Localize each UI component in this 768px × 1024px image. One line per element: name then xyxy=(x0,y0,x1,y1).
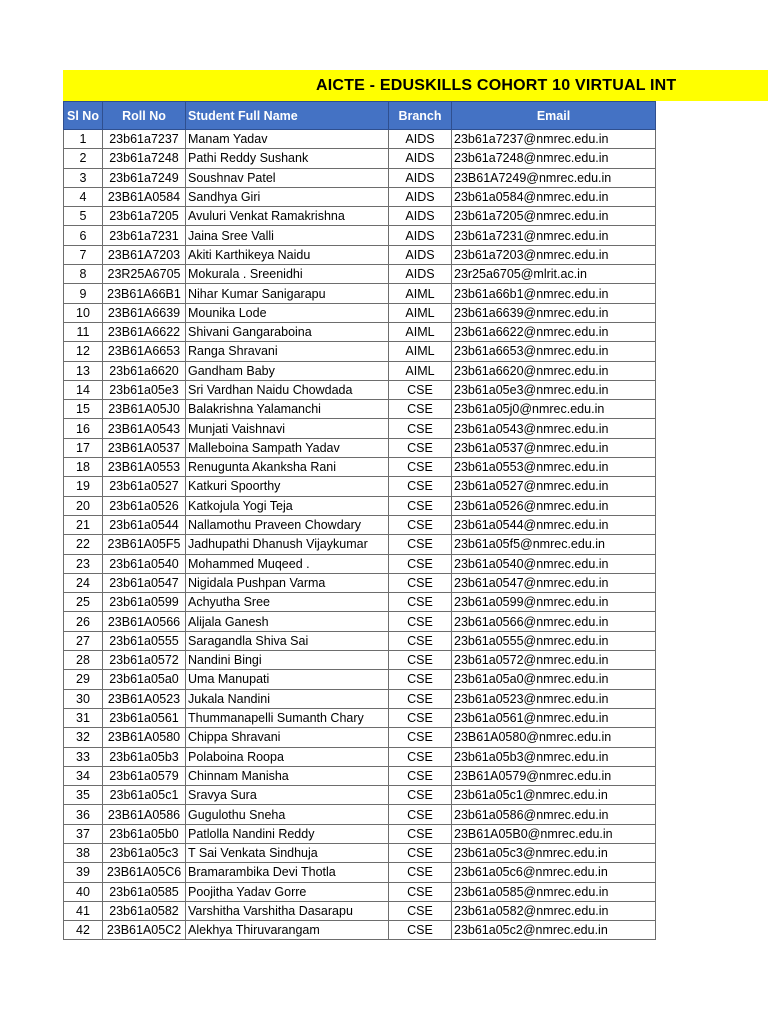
email-cell[interactable]: 23b61a05b3@nmrec.edu.in xyxy=(452,747,656,766)
table-row xyxy=(64,824,656,843)
table-row xyxy=(64,670,656,689)
roll-no-cell[interactable]: 23B61A05F5 xyxy=(103,535,186,554)
sl-no-cell[interactable]: 27 xyxy=(64,631,103,650)
email-cell[interactable]: 23b61a0584@nmrec.edu.in xyxy=(452,187,656,206)
table-row xyxy=(64,843,656,862)
table-row xyxy=(64,766,656,785)
table-row xyxy=(64,438,656,457)
branch-cell[interactable]: CSE xyxy=(389,863,452,882)
table-row xyxy=(64,882,656,901)
roll-no-cell[interactable]: 23B61A0543 xyxy=(103,419,186,438)
student-name-cell[interactable]: Nandini Bingi xyxy=(186,651,389,670)
sl-no-cell[interactable]: 25 xyxy=(64,593,103,612)
sl-no-cell[interactable]: 24 xyxy=(64,573,103,592)
roll-no-cell[interactable]: 23b61a05c1 xyxy=(103,786,186,805)
branch-cell[interactable]: CSE xyxy=(389,535,452,554)
branch-cell[interactable]: CSE xyxy=(389,631,452,650)
table-row xyxy=(64,786,656,805)
email-cell[interactable]: 23b61a6639@nmrec.edu.in xyxy=(452,303,656,322)
branch-cell[interactable]: CSE xyxy=(389,786,452,805)
header-roll-no: Roll No xyxy=(103,102,186,130)
branch-cell[interactable]: CSE xyxy=(389,824,452,843)
sl-no-cell[interactable]: 11 xyxy=(64,322,103,341)
table-row xyxy=(64,921,656,940)
branch-cell[interactable]: CSE xyxy=(389,496,452,515)
branch-cell[interactable]: AIML xyxy=(389,342,452,361)
student-name-cell[interactable]: Chippa Shravani xyxy=(186,728,389,747)
table-row xyxy=(64,303,656,322)
roll-no-cell[interactable]: 23b61a0599 xyxy=(103,593,186,612)
student-name-cell[interactable]: Poojitha Yadav Gorre xyxy=(186,882,389,901)
sl-no-cell[interactable]: 42 xyxy=(64,921,103,940)
branch-cell[interactable]: AIDS xyxy=(389,168,452,187)
table-row xyxy=(64,187,656,206)
roll-no-cell[interactable]: 23B61A7203 xyxy=(103,245,186,264)
email-cell[interactable]: 23b61a6620@nmrec.edu.in xyxy=(452,361,656,380)
table-row xyxy=(64,805,656,824)
table-row xyxy=(64,207,656,226)
table-row xyxy=(64,554,656,573)
table-row xyxy=(64,593,656,612)
sl-no-cell[interactable]: 19 xyxy=(64,477,103,496)
email-cell[interactable]: 23b61a7203@nmrec.edu.in xyxy=(452,245,656,264)
sl-no-cell[interactable]: 14 xyxy=(64,380,103,399)
student-table xyxy=(63,101,656,940)
branch-cell[interactable]: CSE xyxy=(389,458,452,477)
sl-no-cell[interactable]: 13 xyxy=(64,361,103,380)
student-name-cell[interactable]: Jukala Nandini xyxy=(186,689,389,708)
email-cell[interactable]: 23b61a0527@nmrec.edu.in xyxy=(452,477,656,496)
branch-cell[interactable]: CSE xyxy=(389,515,452,534)
student-name-cell[interactable]: Sri Vardhan Naidu Chowdada xyxy=(186,380,389,399)
branch-cell[interactable]: CSE xyxy=(389,612,452,631)
student-name-cell[interactable]: Avuluri Venkat Ramakrishna xyxy=(186,207,389,226)
student-name-cell[interactable]: Mokurala . Sreenidhi xyxy=(186,265,389,284)
branch-cell[interactable]: CSE xyxy=(389,573,452,592)
roll-no-cell[interactable]: 23B61A0537 xyxy=(103,438,186,457)
email-cell[interactable]: 23b61a0523@nmrec.edu.in xyxy=(452,689,656,708)
branch-cell[interactable]: CSE xyxy=(389,728,452,747)
table-row xyxy=(64,573,656,592)
student-name-cell[interactable]: Mounika Lode xyxy=(186,303,389,322)
roll-no-cell[interactable]: 23B61A0580 xyxy=(103,728,186,747)
student-name-cell[interactable]: Uma Manupati xyxy=(186,670,389,689)
email-cell[interactable]: 23b61a7205@nmrec.edu.in xyxy=(452,207,656,226)
table-row xyxy=(64,689,656,708)
roll-no-cell[interactable]: 23B61A66B1 xyxy=(103,284,186,303)
branch-cell[interactable]: CSE xyxy=(389,554,452,573)
roll-no-cell[interactable]: 23b61a7248 xyxy=(103,149,186,168)
email-cell[interactable]: 23b61a6622@nmrec.edu.in xyxy=(452,322,656,341)
email-cell[interactable]: 23b61a05c2@nmrec.edu.in xyxy=(452,921,656,940)
student-name-cell[interactable]: Achyutha Sree xyxy=(186,593,389,612)
email-cell[interactable]: 23B61A05B0@nmrec.edu.in xyxy=(452,824,656,843)
email-cell[interactable]: 23b61a6653@nmrec.edu.in xyxy=(452,342,656,361)
table-row xyxy=(64,168,656,187)
branch-cell[interactable]: CSE xyxy=(389,438,452,457)
student-name-cell[interactable]: Soushnav Patel xyxy=(186,168,389,187)
branch-cell[interactable]: CSE xyxy=(389,380,452,399)
branch-cell[interactable]: AIDS xyxy=(389,207,452,226)
branch-cell[interactable]: AIML xyxy=(389,284,452,303)
roll-no-cell[interactable]: 23b61a0526 xyxy=(103,496,186,515)
roll-no-cell[interactable]: 23b61a05a0 xyxy=(103,670,186,689)
student-name-cell[interactable]: Nigidala Pushpan Varma xyxy=(186,573,389,592)
sl-no-cell[interactable]: 18 xyxy=(64,458,103,477)
student-name-cell[interactable]: Chinnam Manisha xyxy=(186,766,389,785)
student-name-cell[interactable]: Katkuri Spoorthy xyxy=(186,477,389,496)
branch-cell[interactable]: CSE xyxy=(389,766,452,785)
email-cell[interactable]: 23r25a6705@mlrit.ac.in xyxy=(452,265,656,284)
email-cell[interactable]: 23b61a0526@nmrec.edu.in xyxy=(452,496,656,515)
branch-cell[interactable]: CSE xyxy=(389,921,452,940)
branch-cell[interactable]: AIML xyxy=(389,361,452,380)
sl-no-cell[interactable]: 34 xyxy=(64,766,103,785)
sl-no-cell[interactable]: 7 xyxy=(64,245,103,264)
header-student-name: Student Full Name xyxy=(186,102,389,130)
sl-no-cell[interactable]: 38 xyxy=(64,843,103,862)
table-row xyxy=(64,380,656,399)
branch-cell[interactable]: AIDS xyxy=(389,130,452,149)
email-cell[interactable]: 23b61a0544@nmrec.edu.in xyxy=(452,515,656,534)
table-row xyxy=(64,400,656,419)
roll-no-cell[interactable]: 23b61a7237 xyxy=(103,130,186,149)
branch-cell[interactable]: AIDS xyxy=(389,187,452,206)
sl-no-cell[interactable]: 5 xyxy=(64,207,103,226)
email-cell[interactable]: 23b61a0547@nmrec.edu.in xyxy=(452,573,656,592)
email-cell[interactable]: 23b61a05f5@nmrec.edu.in xyxy=(452,535,656,554)
email-cell[interactable]: 23b61a7248@nmrec.edu.in xyxy=(452,149,656,168)
sl-no-cell[interactable]: 36 xyxy=(64,805,103,824)
email-cell[interactable]: 23b61a0582@nmrec.edu.in xyxy=(452,901,656,920)
sl-no-cell[interactable]: 21 xyxy=(64,515,103,534)
table-row xyxy=(64,130,656,149)
email-cell[interactable]: 23b61a66b1@nmrec.edu.in xyxy=(452,284,656,303)
student-name-cell[interactable]: Polaboina Roopa xyxy=(186,747,389,766)
student-name-cell[interactable]: Alekhya Thiruvarangam xyxy=(186,921,389,940)
student-name-cell[interactable]: Sandhya Giri xyxy=(186,187,389,206)
email-cell[interactable]: 23b61a05c6@nmrec.edu.in xyxy=(452,863,656,882)
sl-no-cell[interactable]: 31 xyxy=(64,708,103,727)
email-cell[interactable]: 23b61a7237@nmrec.edu.in xyxy=(452,130,656,149)
sl-no-cell[interactable]: 2 xyxy=(64,149,103,168)
header-email: Email xyxy=(452,102,656,130)
header-sl-no: Sl No xyxy=(64,102,103,130)
student-name-cell[interactable]: Munjati Vaishnavi xyxy=(186,419,389,438)
sl-no-cell[interactable]: 1 xyxy=(64,130,103,149)
roll-no-cell[interactable]: 23R25A6705 xyxy=(103,265,186,284)
sl-no-cell[interactable]: 39 xyxy=(64,863,103,882)
email-cell[interactable]: 23b61a05e3@nmrec.edu.in xyxy=(452,380,656,399)
email-cell[interactable]: 23b61a0555@nmrec.edu.in xyxy=(452,631,656,650)
student-name-cell[interactable]: Gandham Baby xyxy=(186,361,389,380)
roll-no-cell[interactable]: 23b61a0572 xyxy=(103,651,186,670)
roll-no-cell[interactable]: 23b61a0527 xyxy=(103,477,186,496)
student-name-cell[interactable]: Thummanapelli Sumanth Chary xyxy=(186,708,389,727)
table-row xyxy=(64,322,656,341)
table-row xyxy=(64,284,656,303)
sheet-title: AICTE - EDUSKILLS COHORT 10 VIRTUAL INT xyxy=(316,77,677,94)
email-cell[interactable]: 23B61A0579@nmrec.edu.in xyxy=(452,766,656,785)
sl-no-cell[interactable]: 4 xyxy=(64,187,103,206)
student-name-cell[interactable]: Ranga Shravani xyxy=(186,342,389,361)
branch-cell[interactable]: CSE xyxy=(389,708,452,727)
branch-cell[interactable]: CSE xyxy=(389,843,452,862)
sl-no-cell[interactable]: 20 xyxy=(64,496,103,515)
sl-no-cell[interactable]: 30 xyxy=(64,689,103,708)
branch-cell[interactable]: CSE xyxy=(389,477,452,496)
roll-no-cell[interactable]: 23b61a0555 xyxy=(103,631,186,650)
email-cell[interactable]: 23b61a0572@nmrec.edu.in xyxy=(452,651,656,670)
sl-no-cell[interactable]: 28 xyxy=(64,651,103,670)
roll-no-cell[interactable]: 23B61A0586 xyxy=(103,805,186,824)
table-row xyxy=(64,361,656,380)
roll-no-cell[interactable]: 23B61A0523 xyxy=(103,689,186,708)
student-name-cell[interactable]: Alijala Ganesh xyxy=(186,612,389,631)
sl-no-cell[interactable]: 37 xyxy=(64,824,103,843)
student-name-cell[interactable]: T Sai Venkata Sindhuja xyxy=(186,843,389,862)
sl-no-cell[interactable]: 8 xyxy=(64,265,103,284)
roll-no-cell[interactable]: 23b61a7249 xyxy=(103,168,186,187)
table-row xyxy=(64,342,656,361)
header-branch: Branch xyxy=(389,102,452,130)
sl-no-cell[interactable]: 35 xyxy=(64,786,103,805)
branch-cell[interactable]: CSE xyxy=(389,593,452,612)
email-cell[interactable]: 23B61A0580@nmrec.edu.in xyxy=(452,728,656,747)
sl-no-cell[interactable]: 3 xyxy=(64,168,103,187)
branch-cell[interactable]: AIDS xyxy=(389,149,452,168)
sl-no-cell[interactable]: 6 xyxy=(64,226,103,245)
sl-no-cell[interactable]: 32 xyxy=(64,728,103,747)
table-row xyxy=(64,496,656,515)
student-name-cell[interactable]: Renugunta Akanksha Rani xyxy=(186,458,389,477)
sl-no-cell[interactable]: 29 xyxy=(64,670,103,689)
branch-cell[interactable]: AIML xyxy=(389,303,452,322)
student-name-cell[interactable]: Saragandla Shiva Sai xyxy=(186,631,389,650)
email-cell[interactable]: 23b61a0537@nmrec.edu.in xyxy=(452,438,656,457)
email-cell[interactable]: 23b61a0566@nmrec.edu.in xyxy=(452,612,656,631)
branch-cell[interactable]: CSE xyxy=(389,747,452,766)
student-name-cell[interactable]: Pathi Reddy Sushank xyxy=(186,149,389,168)
email-cell[interactable]: 23b61a0586@nmrec.edu.in xyxy=(452,805,656,824)
sl-no-cell[interactable]: 26 xyxy=(64,612,103,631)
email-cell[interactable]: 23b61a0599@nmrec.edu.in xyxy=(452,593,656,612)
roll-no-cell[interactable]: 23b61a0547 xyxy=(103,573,186,592)
student-name-cell[interactable]: Katkojula Yogi Teja xyxy=(186,496,389,515)
student-name-cell[interactable]: Shivani Gangaraboina xyxy=(186,322,389,341)
student-name-cell[interactable]: Balakrishna Yalamanchi xyxy=(186,400,389,419)
student-name-cell[interactable]: Manam Yadav xyxy=(186,130,389,149)
sl-no-cell[interactable]: 23 xyxy=(64,554,103,573)
roll-no-cell[interactable]: 23b61a7205 xyxy=(103,207,186,226)
email-cell[interactable]: 23b61a05c1@nmrec.edu.in xyxy=(452,786,656,805)
email-cell[interactable]: 23b61a7231@nmrec.edu.in xyxy=(452,226,656,245)
roll-no-cell[interactable]: 23b61a0582 xyxy=(103,901,186,920)
student-name-cell[interactable]: Akiti Karthikeya Naidu xyxy=(186,245,389,264)
student-name-cell[interactable]: Nallamothu Praveen Chowdary xyxy=(186,515,389,534)
table-body xyxy=(64,130,656,940)
sl-no-cell[interactable]: 15 xyxy=(64,400,103,419)
roll-no-cell[interactable]: 23b61a0585 xyxy=(103,882,186,901)
roll-no-cell[interactable]: 23B61A05C2 xyxy=(103,921,186,940)
email-cell[interactable]: 23b61a05j0@nmrec.edu.in xyxy=(452,400,656,419)
branch-cell[interactable]: CSE xyxy=(389,882,452,901)
roll-no-cell[interactable]: 23b61a0544 xyxy=(103,515,186,534)
branch-cell[interactable]: CSE xyxy=(389,805,452,824)
table-row xyxy=(64,458,656,477)
branch-cell[interactable]: CSE xyxy=(389,651,452,670)
roll-no-cell[interactable]: 23B61A05C6 xyxy=(103,863,186,882)
roll-no-cell[interactable]: 23b61a0579 xyxy=(103,766,186,785)
branch-cell[interactable]: CSE xyxy=(389,901,452,920)
table-row xyxy=(64,245,656,264)
sl-no-cell[interactable]: 12 xyxy=(64,342,103,361)
branch-cell[interactable]: CSE xyxy=(389,670,452,689)
table-row xyxy=(64,515,656,534)
roll-no-cell[interactable]: 23b61a05c3 xyxy=(103,843,186,862)
student-name-cell[interactable]: Mohammed Muqeed . xyxy=(186,554,389,573)
student-name-cell[interactable]: Jaina Sree Valli xyxy=(186,226,389,245)
table-row xyxy=(64,901,656,920)
roll-no-cell[interactable]: 23B61A6639 xyxy=(103,303,186,322)
student-name-cell[interactable]: Patlolla Nandini Reddy xyxy=(186,824,389,843)
roll-no-cell[interactable]: 23b61a05b3 xyxy=(103,747,186,766)
sl-no-cell[interactable]: 9 xyxy=(64,284,103,303)
table-row xyxy=(64,708,656,727)
branch-cell[interactable]: AIML xyxy=(389,322,452,341)
roll-no-cell[interactable]: 23B61A6653 xyxy=(103,342,186,361)
email-cell[interactable]: 23b61a05c3@nmrec.edu.in xyxy=(452,843,656,862)
roll-no-cell[interactable]: 23b61a05e3 xyxy=(103,380,186,399)
sl-no-cell[interactable]: 22 xyxy=(64,535,103,554)
table-row xyxy=(64,612,656,631)
roll-no-cell[interactable]: 23B61A0584 xyxy=(103,187,186,206)
branch-cell[interactable]: AIDS xyxy=(389,265,452,284)
sl-no-cell[interactable]: 33 xyxy=(64,747,103,766)
email-cell[interactable]: 23B61A7249@nmrec.edu.in xyxy=(452,168,656,187)
table-row xyxy=(64,863,656,882)
roll-no-cell[interactable]: 23B61A0566 xyxy=(103,612,186,631)
email-cell[interactable]: 23b61a0553@nmrec.edu.in xyxy=(452,458,656,477)
email-cell[interactable]: 23b61a0543@nmrec.edu.in xyxy=(452,419,656,438)
roll-no-cell[interactable]: 23B61A05J0 xyxy=(103,400,186,419)
table-row xyxy=(64,631,656,650)
roll-no-cell[interactable]: 23b61a0561 xyxy=(103,708,186,727)
roll-no-cell[interactable]: 23B61A6622 xyxy=(103,322,186,341)
email-cell[interactable]: 23b61a05a0@nmrec.edu.in xyxy=(452,670,656,689)
table-row xyxy=(64,265,656,284)
student-name-cell[interactable]: Jadhupathi Dhanush Vijaykumar xyxy=(186,535,389,554)
roll-no-cell[interactable]: 23b61a05b0 xyxy=(103,824,186,843)
email-cell[interactable]: 23b61a0540@nmrec.edu.in xyxy=(452,554,656,573)
student-name-cell[interactable]: Nihar Kumar Sanigarapu xyxy=(186,284,389,303)
roll-no-cell[interactable]: 23b61a7231 xyxy=(103,226,186,245)
student-name-cell[interactable]: Varshitha Varshitha Dasarapu xyxy=(186,901,389,920)
roll-no-cell[interactable]: 23b61a6620 xyxy=(103,361,186,380)
sl-no-cell[interactable]: 16 xyxy=(64,419,103,438)
email-cell[interactable]: 23b61a0561@nmrec.edu.in xyxy=(452,708,656,727)
email-cell[interactable]: 23b61a0585@nmrec.edu.in xyxy=(452,882,656,901)
table-row xyxy=(64,477,656,496)
branch-cell[interactable]: AIDS xyxy=(389,245,452,264)
branch-cell[interactable]: CSE xyxy=(389,400,452,419)
sl-no-cell[interactable]: 40 xyxy=(64,882,103,901)
header-row xyxy=(64,102,656,130)
sl-no-cell[interactable]: 41 xyxy=(64,901,103,920)
table-row xyxy=(64,149,656,168)
table-row xyxy=(64,747,656,766)
student-name-cell[interactable]: Gugulothu Sneha xyxy=(186,805,389,824)
sl-no-cell[interactable]: 17 xyxy=(64,438,103,457)
branch-cell[interactable]: CSE xyxy=(389,689,452,708)
branch-cell[interactable]: AIDS xyxy=(389,226,452,245)
roll-no-cell[interactable]: 23b61a0540 xyxy=(103,554,186,573)
student-name-cell[interactable]: Malleboina Sampath Yadav xyxy=(186,438,389,457)
student-name-cell[interactable]: Sravya Sura xyxy=(186,786,389,805)
table-row xyxy=(64,419,656,438)
sl-no-cell[interactable]: 10 xyxy=(64,303,103,322)
roll-no-cell[interactable]: 23B61A0553 xyxy=(103,458,186,477)
table-row xyxy=(64,226,656,245)
table-row xyxy=(64,728,656,747)
student-name-cell[interactable]: Bramarambika Devi Thotla xyxy=(186,863,389,882)
table-row xyxy=(64,535,656,554)
branch-cell[interactable]: CSE xyxy=(389,419,452,438)
table-row xyxy=(64,651,656,670)
